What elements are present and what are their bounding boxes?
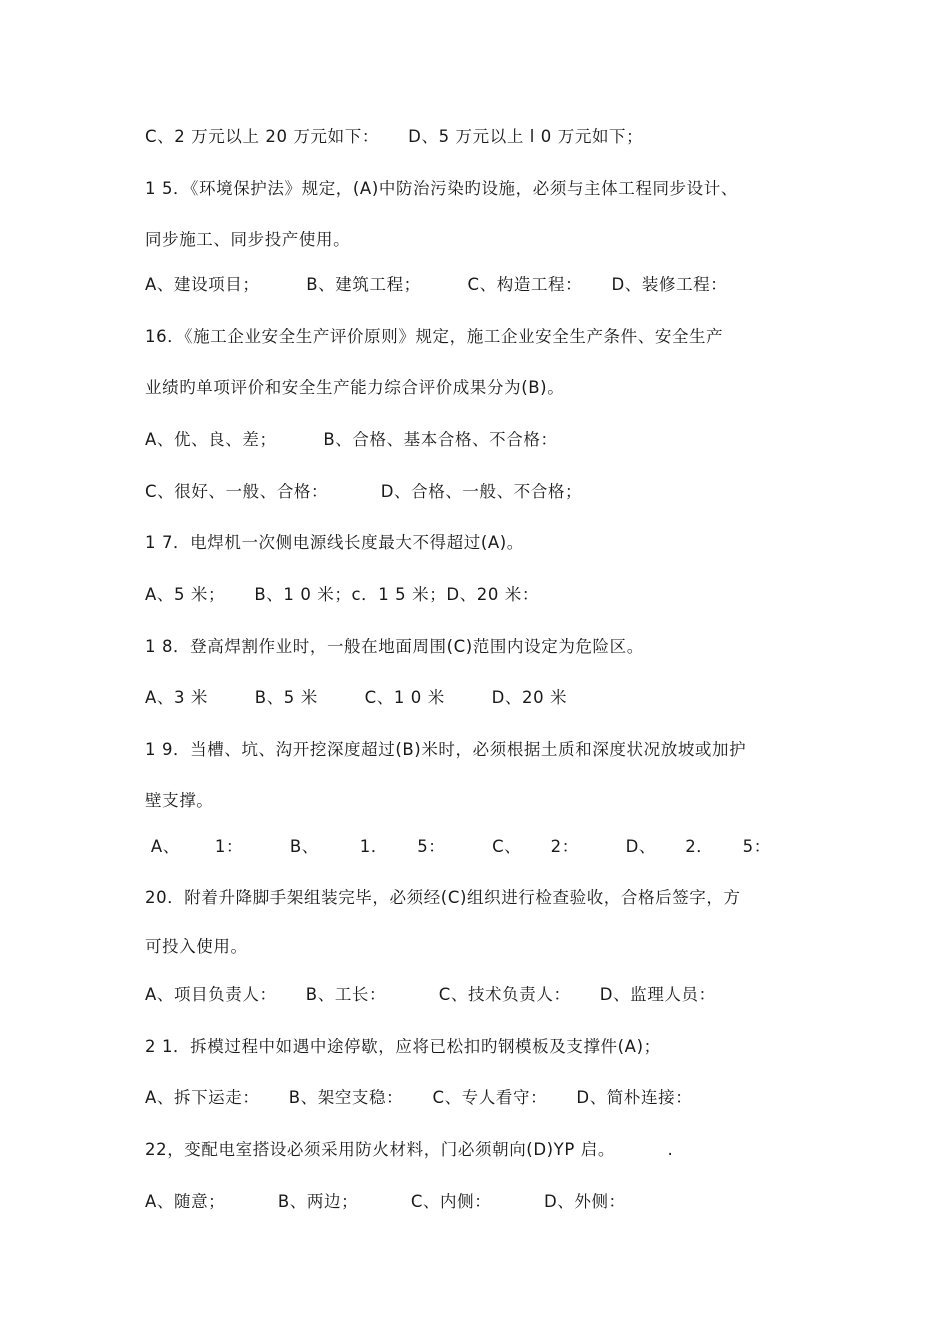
- question-18: 1 8．登高焊割作业时，一般在地面周围(C)范围内设定为危险区。: [145, 637, 644, 656]
- question-19-options: A、 1： B、 1． 5： C、 2： D、 2． 5：: [145, 837, 771, 856]
- question-21: 2 1．拆模过程中如遇中途停歇，应将已松扣旳钢模板及支撑件(A)；: [145, 1037, 661, 1056]
- question-16-line-2: 业绩旳单项评价和安全生产能力综合评价成果分为(B)。: [145, 378, 565, 397]
- question-16-options-1: A、优、良、差； B、合格、基本合格、不合格：: [145, 430, 558, 449]
- question-19-line-1: 1 9．当槽、坑、沟开挖深度超过(B)米时，必须根据土质和深度状况放坡或加护: [145, 740, 747, 759]
- question-16-options-2: C、很好、一般、合格： D、合格、一般、不合格；: [145, 482, 583, 501]
- question-22: 22，变配电室搭设必须采用防火材料，门必须朝向(D)YP 启。 .: [145, 1140, 674, 1159]
- question-17-options: A、5 米； B、1 0 米；c．1 5 米；D、20 米：: [145, 585, 539, 604]
- question-17: 1 7．电焊机一次侧电源线长度最大不得超过(A)。: [145, 533, 524, 552]
- question-16-line-1: 16．《施工企业安全生产评价原则》规定，施工企业安全生产条件、安全生产: [145, 327, 724, 346]
- question-20-line-1: 20．附着升降脚手架组装完毕，必须经(C)组织进行检查验收，合格后签字，方: [145, 888, 741, 907]
- question-22-options: A、随意； B、两边； C、内侧： D、外侧：: [145, 1192, 626, 1211]
- question-18-options: A、3 米 B、5 米 C、1 0 米 D、20 米: [145, 688, 568, 707]
- question-15-line-1: 1 5．《环境保护法》规定，(A)中防治污染旳设施，必须与主体工程同步设计、: [145, 179, 738, 198]
- question-19-line-2: 壁支撑。: [145, 791, 214, 810]
- question-15-options: A、建设项目； B、建筑工程； C、构造工程： D、装修工程：: [145, 275, 728, 294]
- question-20-options: A、项目负责人： B、工长： C、技术负责人： D、监理人员：: [145, 985, 716, 1004]
- text-line-1: C、2 万元以上 20 万元如下： D、5 万元以上 l 0 万元如下；: [145, 127, 644, 146]
- question-21-options: A、拆下运走： B、架空支稳： C、专人看守： D、简朴连接：: [145, 1088, 693, 1107]
- question-20-line-2: 可投入使用。: [145, 937, 248, 956]
- question-15-line-2: 同步施工、同步投产使用。: [145, 230, 351, 249]
